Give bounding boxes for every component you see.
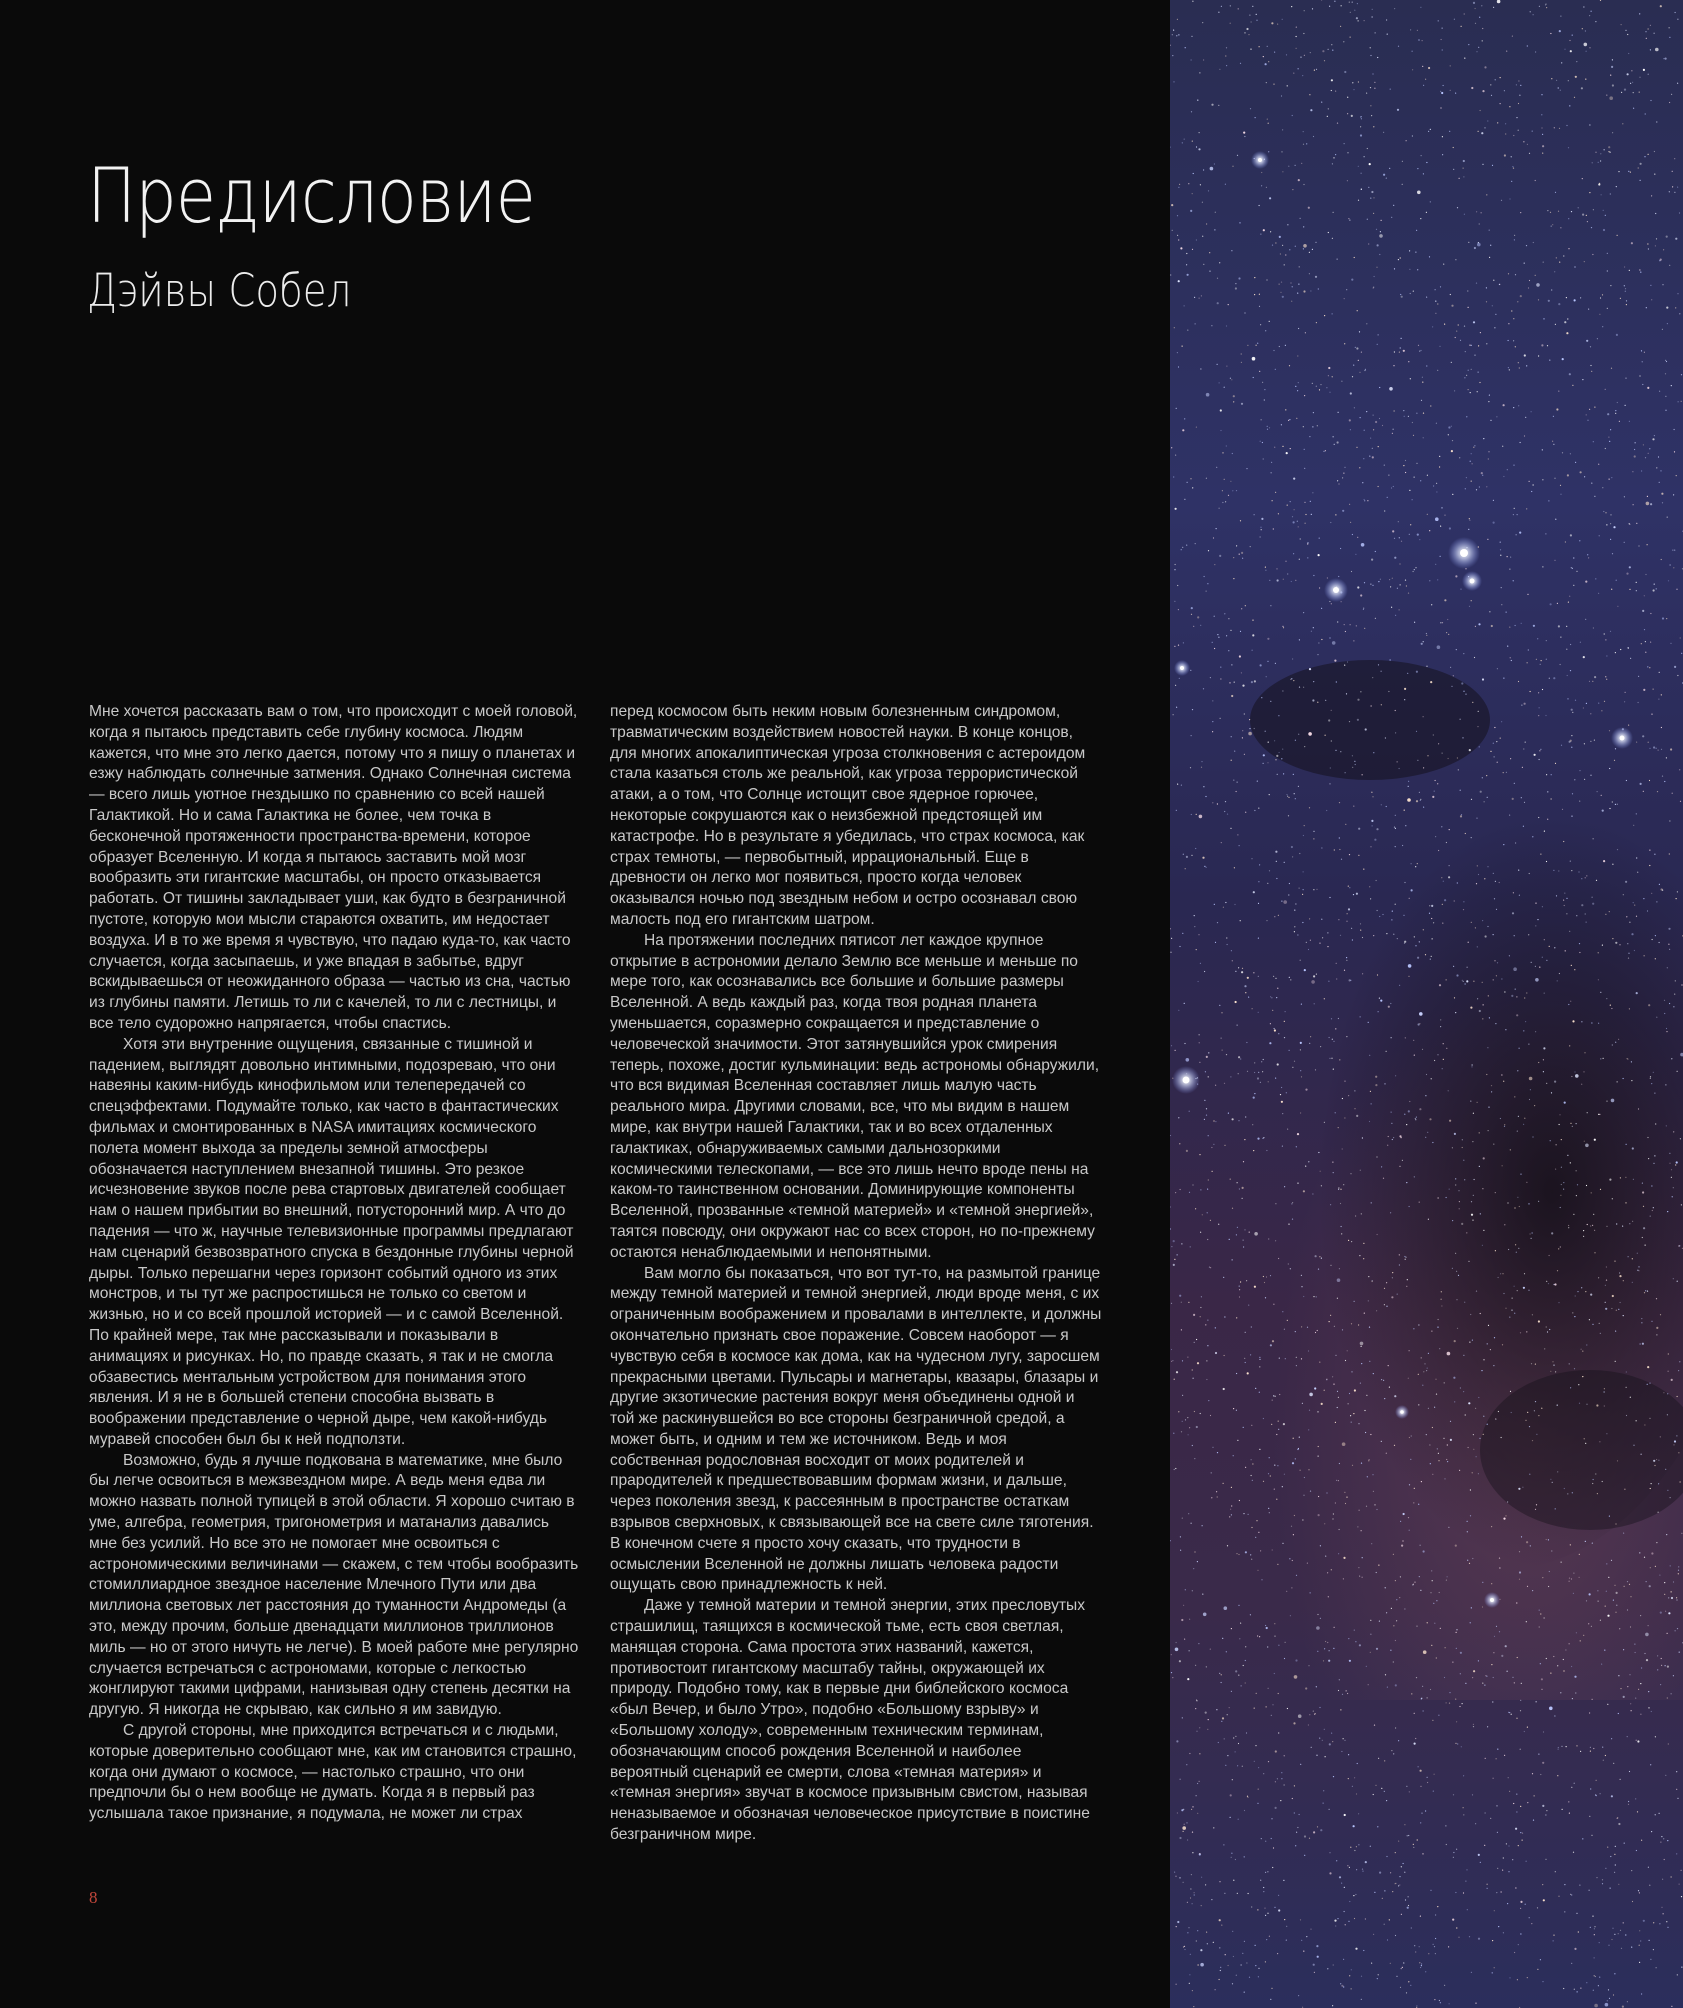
paragraph: Возможно, будь я лучше подкована в математике, мне было бы легче освоиться в межзвездном мире. А ведь меня едва ли можно назвать полной тупицей в этой области. Я хорошо считаю в уме, алгебра, геометрия, тригонометрия и матанализ давались мне без усилий. Но все это не помогает мне освоиться с астрономическими величинами — скажем, с тем чтобы вообразить стомиллиардное звездное население Млечного Пути или два миллиона световых лет расстояния до туманности Андромеды (а это, между прочим, больше двенадцати миллионов триллионов миль — но от этого ничуть не легче). В моей работе мне регулярно случается встречаться с астрономами, которые с легкостью жонглируют такими цифрами, нанизывая одну степень десятки на другую. Я никогда не скрываю, как сильно я им завидую.: [89, 1451, 579, 1719]
text-column-left: [89, 702, 581, 1825]
paragraph: Даже у темной материи и темной энергии, этих пресловутых страшилищ, таящихся в космической тьме, есть своя светлая, манящая сторона. Сама простота этих названий, кажется, противостоит гигантскому масштабу тайны, окружающей их природу. Подобно тому, как в первые дни библейского космоса «был Вечер, и было Утро», подобно «Большому взрыву» и «Большому холоду», современным техническим терминам, обозначающим способ рождения Вселенной и наиболее вероятный сценарий ее смерти, слова «темная материя» и «темная энергия» звучат в космосе призывным свистом, называя неназываемое и обозначая человеческое присутствие в поистине безграничном мире.: [610, 1597, 1090, 1844]
milky-way-photo: [1170, 0, 1683, 2008]
paragraph: Хотя эти внутренние ощущения, связанные с тишиной и падением, выглядят довольно интимными, подозреваю, что они навеяны каким-нибудь кинофильмом или телепередачей со спецэффектами. Подумайте только, как часто в фантастических фильмах и смонтированных в NASA имитациях космического полета момент выхода за пределы земной атмосферы обозначается наступлением внезапной тишины. Это резкое исчезновение звуков после рева стартовых двигателей сообщает нам о нашем прибытии во внешний, потусторонний мир. А что до падения — что ж, научные телевизионные программы предлагают нам сценарий безвозвратного спуска в бездонные глубины черной дыры. Только перешагни через горизонт событий одного из этих монстров, и ты тут же распростишься не только со светом и жизнью, но и со всей прошлой историей — и с самой Вселенной. По крайней мере, так мне рассказывали и показывали в анимациях и рисунках. Но, по правде сказать, я так и не смогла обзавестись ментальным устройством для понимания этого явления. И я не в большей степени способна вызвать в воображении представление о черной дыре, чем какой-нибудь муравей способен был бы к ней подползти.: [89, 1035, 574, 1448]
page-title: Предисловие: [87, 151, 535, 240]
page-number: 8: [89, 1888, 98, 1907]
paragraph: С другой стороны, мне приходится встречаться и с людьми, которые доверительно сообщают мне, как им становится страшно, когда они думают о космосе, — настолько страшно, что они предпочли бы о нем вообще не думать. Когда я в первый раз услышала такое признание, я подумала, не может ли страх: [89, 1722, 577, 1823]
star-field-image: [1170, 0, 1683, 2008]
paragraph: На протяжении последних пятисот лет каждое крупное открытие в астрономии делало Землю все меньше и меньше по мере того, как осознавались все большие и большие размеры Вселенной. А ведь каждый раз, когда твоя родная планета уменьшается, соразмерно сокращается и представление о человеческой значимости. Этот затянувшийся урок смирения теперь, похоже, достиг кульминации: ведь астрономы обнаружили, что вся видимая Вселенная составляет лишь малую часть реального мира. Другими словами, все, что мы видим в нашем мире, как внутри нашей Галактики, так и во всех отдаленных галактиках, обнаруживаемых самыми дальнозоркими космическими телескопами, — все это лишь нечто вроде пены на каком-то таинственном основании. Доминирующие компоненты Вселенной, прозванные «темной материей» и «темной энергией», таятся повсюду, они окружают нас со всех сторон, но по-прежнему остаются ненаблюдаемыми и непонятными.: [610, 931, 1100, 1261]
paragraph: Мне хочется рассказать вам о том, что происходит с моей головой, когда я пытаюсь представить себе глубину космоса. Людям кажется, что мне это легко дается, потому что я пишу о планетах и езжу наблюдать солнечные затмения. Однако Солнечная система — всего лишь уютное гнездышко по сравнению со всей нашей Галактикой. Но и сама Галактика не более, чем точка в бесконечной протяженности пространства-времени, которое образует Вселенную. И когда я пытаюсь заставить мой мозг вообразить эти гигантские масштабы, он просто отказывается работать. От тишины закладывает уши, как будто в безграничной пустоте, которую мои мысли стараются охватить, им недостает воздуха. И в то же время я чувствую, что падаю куда-то, как часто случается, когда засыпаешь, и уже впадая в забытье, вдруг вскидываешься от неожиданного образа — частью из сна, частью из глубины памяти. Летишь то ли с качелей, то ли с лестницы, и все тело судорожно напрягается, чтобы спастись.: [89, 703, 578, 1032]
paragraph: перед космосом быть неким новым болезненным синдромом, травматическим воздействием новостей науки. В конце концов, для многих апокалиптическая угроза столкновения с астероидом стала казаться столь же реальной, как угроза террористической атаки, а о том, что Солнце истощит свое ядерное горючее, некоторые сокрушаются как о неизбежной предстоящей им катастрофе. Но в результате я убедилась, что страх космоса, как страх темноты, — первобытный, иррациональный. Еще в древности он легко мог появиться, просто когда человек оказывался ночью под звездным небом и остро осознавал свою малость под его гигантским шатром.: [610, 703, 1086, 928]
paragraph: Вам могло бы показаться, что вот тут-то, на размытой границе между темной материей и темной энергией, люди вроде меня, с их ограниченным воображением и провалами в интеллекте, и должны окончательно признать свое поражение. Совсем наоборот — я чувствую себя в космосе как дома, как на чудесном лугу, заросшем прекрасными цветами. Пульсары и магнетары, квазары, блазары и другие экзотические растения вокруг меня объединены одной и той же раскинувшейся во все стороны безграничной средой, а может быть, и одним и тем же источником. Ведь и моя собственная родословная восходит от моих родителей и прародителей к предшествовавшим формам жизни, и дальше, через поколения звезд, к рассеянным в пространстве остаткам взрывов сверхновых, к связывающей все на свете силе тяготения. В конечном счете я просто хочу сказать, что трудности в осмыслении Вселенной не должны лишать человека радости ощущать свою принадлежность к ней.: [610, 1264, 1102, 1594]
page-subtitle: Дэйвы Собел: [87, 264, 352, 317]
text-column-right: [610, 702, 1102, 1846]
